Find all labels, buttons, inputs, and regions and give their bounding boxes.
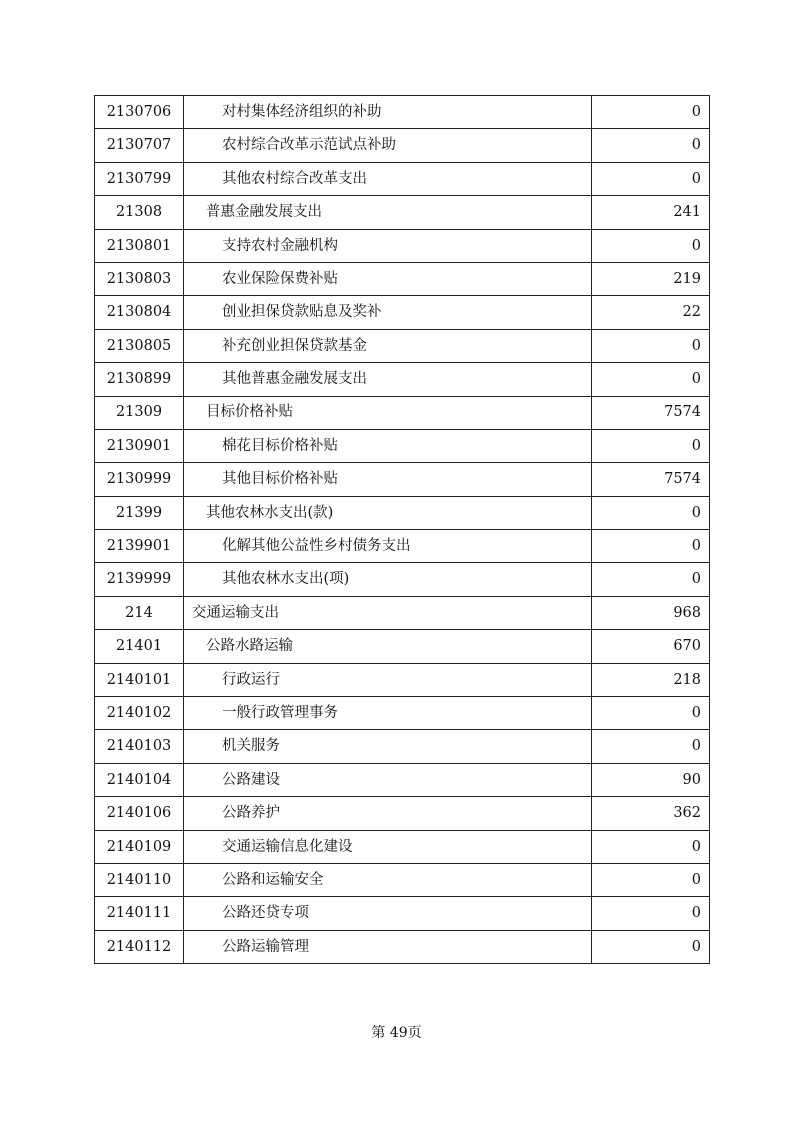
subject-name-cell: 目标价格补贴	[184, 396, 592, 429]
subject-code-cell: 2140106	[95, 797, 184, 830]
table-row	[95, 296, 710, 329]
table-row	[95, 196, 710, 229]
subject-code-cell: 2140104	[95, 763, 184, 796]
subject-code-cell: 2140109	[95, 830, 184, 863]
amount-cell: 218	[592, 663, 710, 696]
subject-code-cell: 2130805	[95, 329, 184, 362]
subject-name-cell: 棉花目标价格补贴	[184, 429, 592, 462]
table-row	[95, 229, 710, 262]
table-row	[95, 563, 710, 596]
amount-cell: 0	[592, 329, 710, 362]
table-row	[95, 797, 710, 830]
subject-code-cell: 2130899	[95, 363, 184, 396]
subject-code-cell: 21308	[95, 196, 184, 229]
table-row	[95, 496, 710, 529]
subject-name-cell: 其他农林水支出(款)	[184, 496, 592, 529]
amount-cell: 7574	[592, 396, 710, 429]
amount-cell: 0	[592, 96, 710, 129]
table-row	[95, 363, 710, 396]
subject-code-cell: 2130799	[95, 162, 184, 195]
subject-name-cell: 其他目标价格补贴	[184, 463, 592, 496]
amount-cell: 0	[592, 530, 710, 563]
subject-name-cell: 一般行政管理事务	[184, 697, 592, 730]
amount-cell: 0	[592, 563, 710, 596]
table-row	[95, 697, 710, 730]
table-row	[95, 463, 710, 496]
subject-code-cell: 2130901	[95, 429, 184, 462]
subject-name-cell: 其他农林水支出(项)	[184, 563, 592, 596]
table-row	[95, 396, 710, 429]
subject-name-cell: 公路和运输安全	[184, 863, 592, 896]
amount-cell: 0	[592, 229, 710, 262]
subject-code-cell: 2130803	[95, 262, 184, 295]
subject-name-cell: 行政运行	[184, 663, 592, 696]
table-row	[95, 897, 710, 930]
subject-code-cell: 2140111	[95, 897, 184, 930]
subject-name-cell: 其他农村综合改革支出	[184, 162, 592, 195]
table-row	[95, 530, 710, 563]
table-row	[95, 863, 710, 896]
amount-cell: 0	[592, 363, 710, 396]
table-row	[95, 129, 710, 162]
subject-name-cell: 公路运输管理	[184, 930, 592, 963]
amount-cell: 0	[592, 930, 710, 963]
subject-name-cell: 交通运输支出	[184, 596, 592, 629]
amount-cell: 22	[592, 296, 710, 329]
table-row	[95, 429, 710, 462]
subject-name-cell: 创业担保贷款贴息及奖补	[184, 296, 592, 329]
subject-name-cell: 公路水路运输	[184, 630, 592, 663]
table-row	[95, 596, 710, 629]
amount-cell: 362	[592, 797, 710, 830]
subject-name-cell: 公路还贷专项	[184, 897, 592, 930]
subject-code-cell: 2140103	[95, 730, 184, 763]
subject-name-cell: 农村综合改革示范试点补助	[184, 129, 592, 162]
amount-cell: 0	[592, 129, 710, 162]
table-row	[95, 162, 710, 195]
amount-cell: 7574	[592, 463, 710, 496]
table-row	[95, 763, 710, 796]
page-number: 第 49页	[371, 1025, 422, 1041]
subject-code-cell: 2139901	[95, 530, 184, 563]
amount-cell: 219	[592, 262, 710, 295]
subject-code-cell: 2140110	[95, 863, 184, 896]
subject-code-cell: 21399	[95, 496, 184, 529]
table-row	[95, 830, 710, 863]
subject-name-cell: 公路养护	[184, 797, 592, 830]
subject-code-cell: 2130706	[95, 96, 184, 129]
subject-code-cell: 21401	[95, 630, 184, 663]
subject-name-cell: 普惠金融发展支出	[184, 196, 592, 229]
table-row	[95, 329, 710, 362]
subject-code-cell: 2130801	[95, 229, 184, 262]
subject-code-cell: 2140102	[95, 697, 184, 730]
table-row	[95, 96, 710, 129]
subject-name-cell: 补充创业担保贷款基金	[184, 329, 592, 362]
subject-code-cell: 2139999	[95, 563, 184, 596]
subject-code-cell: 2130999	[95, 463, 184, 496]
amount-cell: 0	[592, 830, 710, 863]
table-row	[95, 630, 710, 663]
subject-name-cell: 支持农村金融机构	[184, 229, 592, 262]
amount-cell: 0	[592, 496, 710, 529]
amount-cell: 968	[592, 596, 710, 629]
subject-name-cell: 机关服务	[184, 730, 592, 763]
subject-name-cell: 其他普惠金融发展支出	[184, 363, 592, 396]
subject-code-cell: 2130804	[95, 296, 184, 329]
subject-code-cell: 2140101	[95, 663, 184, 696]
amount-cell: 90	[592, 763, 710, 796]
amount-cell: 0	[592, 429, 710, 462]
subject-name-cell: 对村集体经济组织的补助	[184, 96, 592, 129]
subject-code-cell: 21309	[95, 396, 184, 429]
amount-cell: 0	[592, 697, 710, 730]
budget-table	[94, 95, 710, 964]
amount-cell: 670	[592, 630, 710, 663]
table-row	[95, 262, 710, 295]
budget-table-body	[95, 96, 710, 964]
amount-cell: 241	[592, 196, 710, 229]
amount-cell: 0	[592, 863, 710, 896]
amount-cell: 0	[592, 162, 710, 195]
subject-name-cell: 化解其他公益性乡村债务支出	[184, 530, 592, 563]
table-row	[95, 730, 710, 763]
subject-name-cell: 交通运输信息化建设	[184, 830, 592, 863]
amount-cell: 0	[592, 730, 710, 763]
subject-name-cell: 农业保险保费补贴	[184, 262, 592, 295]
subject-code-cell: 2140112	[95, 930, 184, 963]
table-row	[95, 663, 710, 696]
subject-code-cell: 214	[95, 596, 184, 629]
subject-code-cell: 2130707	[95, 129, 184, 162]
subject-name-cell: 公路建设	[184, 763, 592, 796]
table-row	[95, 930, 710, 963]
amount-cell: 0	[592, 897, 710, 930]
